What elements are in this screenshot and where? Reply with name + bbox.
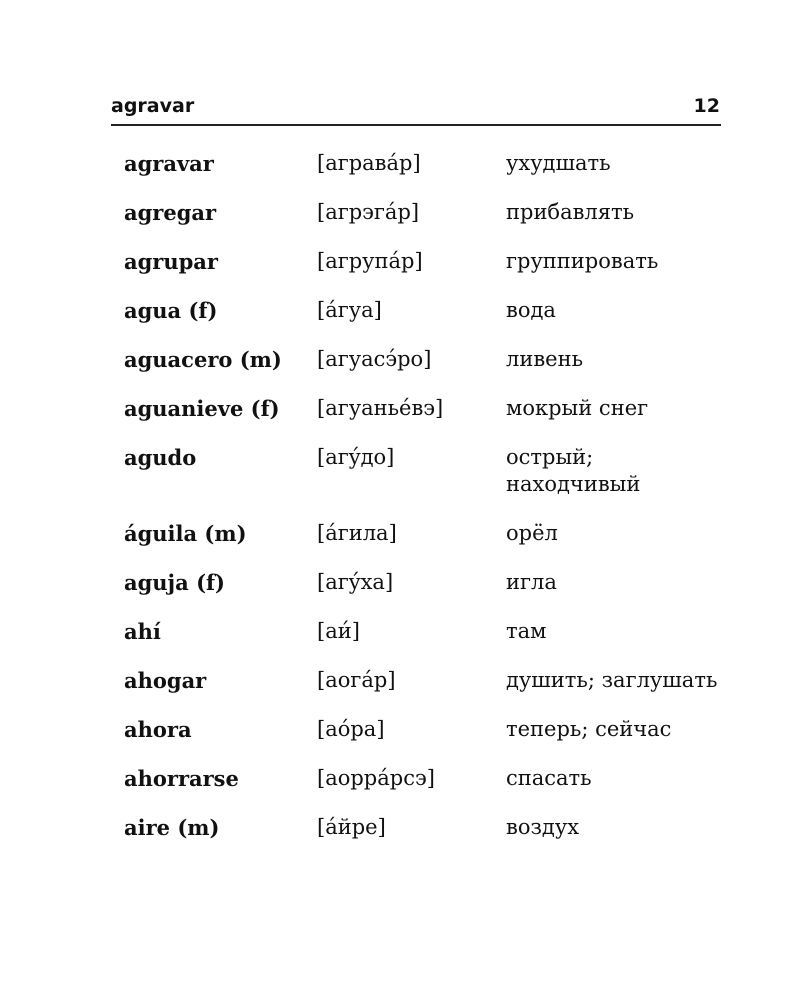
dictionary-entry [124,667,724,694]
translation: орёл [506,521,558,545]
transcription: [агравáр] [317,151,421,175]
dictionary-entry [124,199,724,226]
translation: душить; заглушать [506,668,718,692]
dictionary-entry [124,569,724,596]
dictionary-entry [124,150,724,177]
transcription: [агýдо] [317,445,395,469]
transcription: [аи́] [317,619,360,643]
translation: острый; находчивый [506,445,641,496]
headword: ahora [124,717,192,742]
translation: ухудшать [506,151,611,175]
headword: ahorrarse [124,766,239,791]
translation: там [506,619,547,643]
transcription: [агуаньéвэ] [317,396,444,420]
headword: aguanieve (f) [124,396,280,421]
translation: прибавлять [506,200,635,224]
transcription: [аóра] [317,717,385,741]
dictionary-entry [124,346,724,373]
transcription: [áгуа] [317,298,382,322]
transcription: [агрэгáр] [317,200,420,224]
dictionary-entries [124,150,724,863]
headword: ahí [124,619,161,644]
dictionary-entry [124,297,724,324]
headword: agravar [124,151,214,176]
dictionary-entry [124,520,724,547]
translation: ливень [506,347,584,371]
transcription: [агуасэ́ро] [317,347,432,371]
transcription: [áйре] [317,815,386,839]
page-number: 12 [693,95,720,117]
transcription: [агýха] [317,570,394,594]
headword: agudo [124,445,197,470]
running-header [111,92,721,126]
headword: agrupar [124,249,218,274]
headword: agregar [124,200,217,225]
guide-word: agravar [111,95,195,117]
transcription: [áгила] [317,521,397,545]
dictionary-entry [124,765,724,792]
translation: воздух [506,815,580,839]
dictionary-entry [124,716,724,743]
headword: aguja (f) [124,570,225,595]
dictionary-entry [124,395,724,422]
headword: aguacero (m) [124,347,282,372]
translation: вода [506,298,556,322]
transcription: [аогáр] [317,668,396,692]
dictionary-entry [124,248,724,275]
translation: мокрый снег [506,396,649,420]
translation: спасать [506,766,592,790]
translation: группировать [506,249,659,273]
dictionary-entry [124,444,724,498]
headword: águila (m) [124,521,247,546]
headword: ahogar [124,668,207,693]
translation: теперь; сейчас [506,717,672,741]
dictionary-entry [124,814,724,841]
headword: agua (f) [124,298,218,323]
dictionary-entry [124,618,724,645]
transcription: [аоррáрсэ] [317,766,435,790]
translation: игла [506,570,557,594]
headword: aire (m) [124,815,220,840]
transcription: [агрупáр] [317,249,423,273]
